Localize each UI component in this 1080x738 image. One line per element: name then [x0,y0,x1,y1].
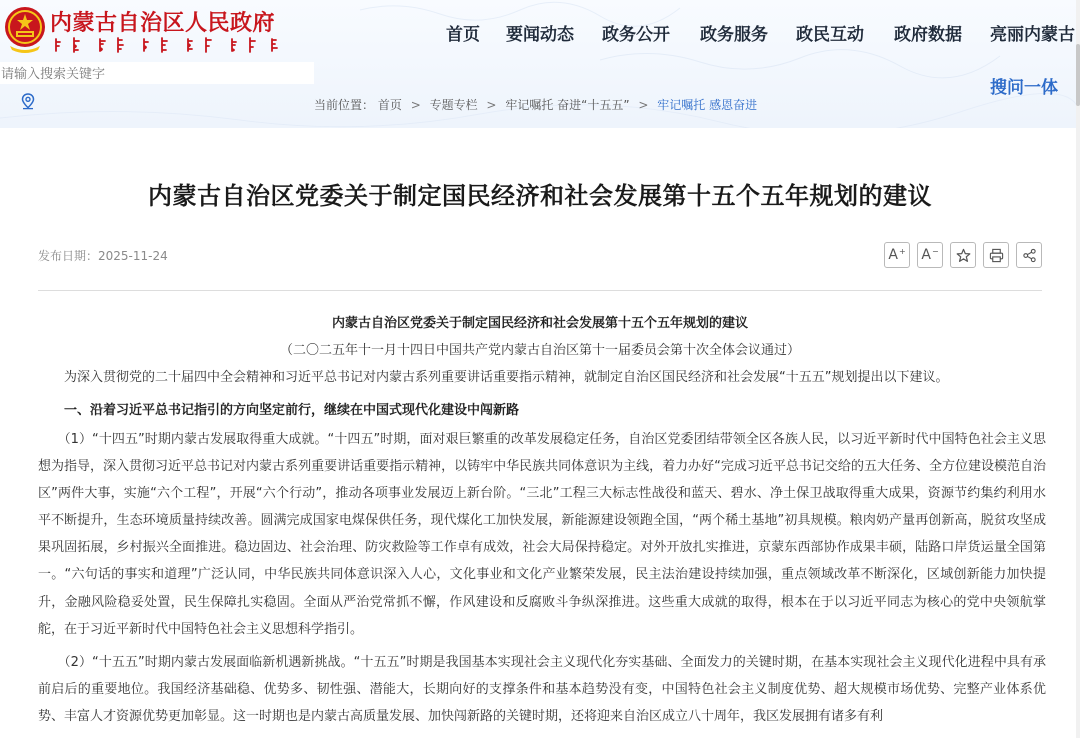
nav-item-home[interactable]: 首页 [446,25,480,45]
mongolian-script-logo [52,36,284,54]
nav-item-gov-data[interactable]: 政府数据 [894,25,962,45]
breadcrumb-label: 当前位置： [314,98,375,112]
scrollbar-track[interactable] [1076,0,1080,738]
star-icon[interactable] [950,242,976,268]
print-icon[interactable] [983,242,1009,268]
location-pin-icon[interactable] [20,93,36,110]
breadcrumb-special-topics[interactable]: 专题专栏 [429,98,478,112]
search-input[interactable] [0,62,314,84]
publish-date-label: 发布日期： [38,249,99,263]
publish-date-value: 2025-11-24 [98,249,168,263]
article-paragraph-1: （1）“十四五”时期内蒙古发展取得重大成就。“十四五”时期，面对艰巨繁重的改革发展稳定任务，自治区党委团结带领全区各族人民，以习近平新时代中国特色社会主义思想为指导，深入贯彻习近平总书记对内蒙古系列重要讲话重要指示精神，以铸牢中华民族共同体意识为主线，着力办好“完成习近平总书记交给的五大任务、全方位建设模范自治区”两件大事，实施“六个工程”，开展“六个行动”，推动各项事业发展迈上新台阶。“三北”工程三大标志性战役和蓝天、碧水、净土保卫战取得重大成果，资源节约集约利用水平不断提升，生态环境质量持续改善。圆满完成国家电煤保供任务，现代煤化工加快发展，新能源建设领跑全国，“两个稀土基地”初具规模。粮肉奶产量再创新高，脱贫攻坚成果巩固拓展，乡村振兴全面推进。稳边固边、社会治理、防灾救险等工作卓有成效，社会大局保持稳定。对外开放扎实推进，京蒙东西部协作成果丰硕，陆路口岸货运量全国第一。“六句话的事实和道理”广泛认同，中华民族共同体意识深入人心，文化事业和文化产业繁荣发展，民主法治建设持续加强，重点领域改革不断深化，区域创新能力加快提升，金融风险稳妥处置，民生保障扎实稳固。全面从严治党常抓不懈，作风建设和反腐败斗争纵深推进。这些重大成就的取得，根本在于以习近平同志为核心的党中央领航掌舵，在于习近平新时代中国特色社会主义思想科学指引。 [38,432,1046,637]
search-box [0,62,314,84]
nav-item-news[interactable]: 要闻动态 [506,25,574,45]
breadcrumb-separator: > [410,98,421,112]
search-ask-link[interactable]: 搜问一体 [990,78,1058,98]
breadcrumb-separator: > [638,98,649,112]
article-divider [38,290,1042,291]
nav-item-interaction[interactable]: 政民互动 [796,25,864,45]
site-title[interactable]: 内蒙古自治区人民政府 [50,11,276,36]
scrollbar-thumb[interactable] [1076,44,1080,106]
share-icon[interactable] [1016,242,1042,268]
nav-item-gov-services[interactable]: 政务服务 [700,25,768,45]
breadcrumb [314,96,757,113]
national-emblem-icon[interactable] [2,4,48,54]
section-heading: 一、沿着习近平总书记指引的方向坚定前行，继续在中国式现代化建设中闯新路 [64,403,520,418]
article-paragraph-2: （2）“十五五”时期内蒙古发展面临新机遇新挑战。“十五五”时期是我国基本实现社会主义现代化夯实基础、全面发力的关键时期，在基本实现社会主义现代化进程中具有承前启后的重要地位。我国经济基础稳、优势多、韧性强、潜能大，长期向好的支撑条件和基本趋势没有变，中国特色社会主义制度优势、超大规模市场优势、完整产业体系优势、丰富人才资源优势更加彰显。这一时期也是内蒙古高质量发展、加快闯新路的关键时期，还将迎来自治区成立八十周年，我区发展拥有诸多有利 [38,655,1046,725]
breadcrumb-current[interactable]: 牢记嘱托 感恩奋进 [657,98,758,112]
breadcrumb-topic[interactable]: 牢记嘱托 奋进“十五五” [505,98,630,112]
document-intro: 为深入贯彻党的二十届四中全会精神和习近平总书记对内蒙古系列重要讲话重要指示精神，就制定自治区国民经济和社会发展“十五五”规划提出以下建议。 [64,370,949,385]
main-nav [434,20,1080,46]
breadcrumb-home[interactable]: 首页 [377,98,402,112]
nav-item-gov-affairs[interactable]: 政务公开 [602,25,670,45]
site-header [0,0,1080,128]
article-title: 内蒙古自治区党委关于制定国民经济和社会发展第十五个五年规划的建议 [148,182,932,210]
font-increase-icon[interactable]: A + [884,242,910,268]
document-heading: 内蒙古自治区党委关于制定国民经济和社会发展第十五个五年规划的建议 [331,316,748,331]
document-subheading: （二〇二五年十一月十四日中国共产党内蒙古自治区第十一届委员会第十次全体会议通过） [279,343,800,358]
breadcrumb-separator: > [486,98,497,112]
font-decrease-icon[interactable]: A − [917,242,943,268]
publish-date [38,247,168,264]
nav-item-beautiful-inner-mongolia[interactable]: 亮丽内蒙古 [990,25,1075,45]
